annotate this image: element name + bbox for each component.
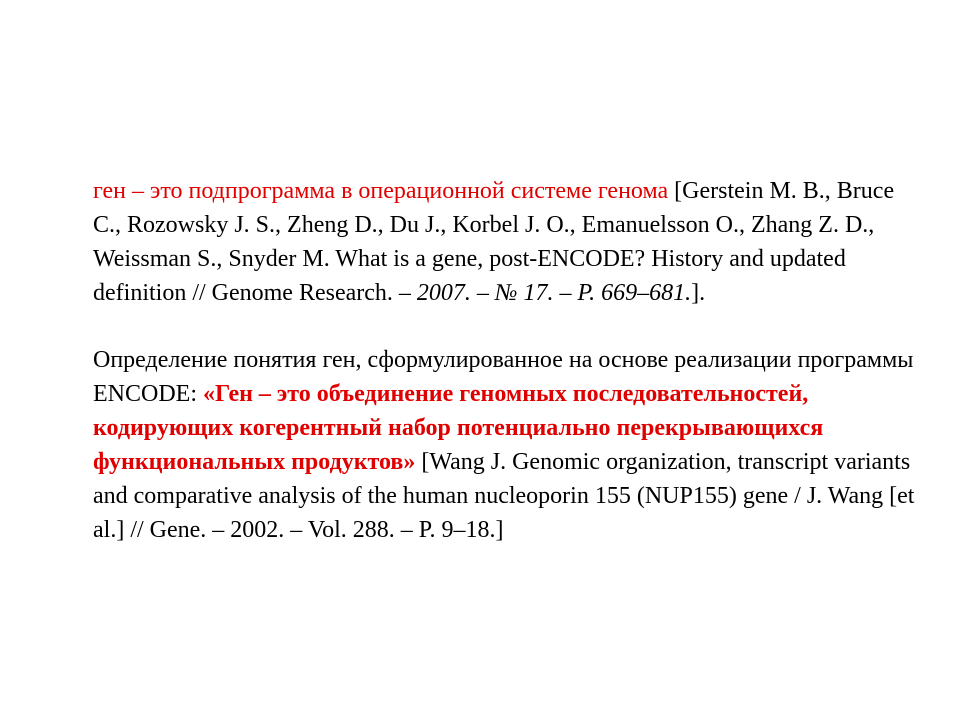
gerstein-citation-end: ]. [691, 280, 706, 306]
gene-definition-paragraph-2 [93, 343, 923, 547]
wang-citation-text: [Wang J. Genomic organization, transcript variants and comparative analysis of the human nucleoporin 155 (NUP155) gene / J. Wang [et al.] // Gene. – 2002. – Vol. 288. – P. 9–18.] [93, 449, 915, 543]
gene-definition-paragraph-1 [93, 174, 923, 310]
gerstein-citation-italic: – 2007. – № 17. – P. 669–681. [398, 280, 692, 306]
gene-definition-red-text: ген – это подпрограмма в операционной системе генома [93, 178, 669, 204]
gerstein-citation-text: [Gerstein M. B., Bruce C., Rozowsky J. S., Zheng D., Du J., Korbel J. O., Emanuelsson O., Zhang Z. D., Weissman S., Snyder M. What is a gene, post-ENCODE? History and updated definition // Genome Research. [93, 178, 895, 306]
encode-gene-definition-quote: «Ген – это объединение геномных последовательностей, кодирующих когерентный набор потенциально перекрывающихся функциональных продуктов» [93, 381, 824, 475]
encode-intro-text: Определение понятия ген, сформулированное на основе реализации программы ENCODE: [93, 347, 914, 407]
